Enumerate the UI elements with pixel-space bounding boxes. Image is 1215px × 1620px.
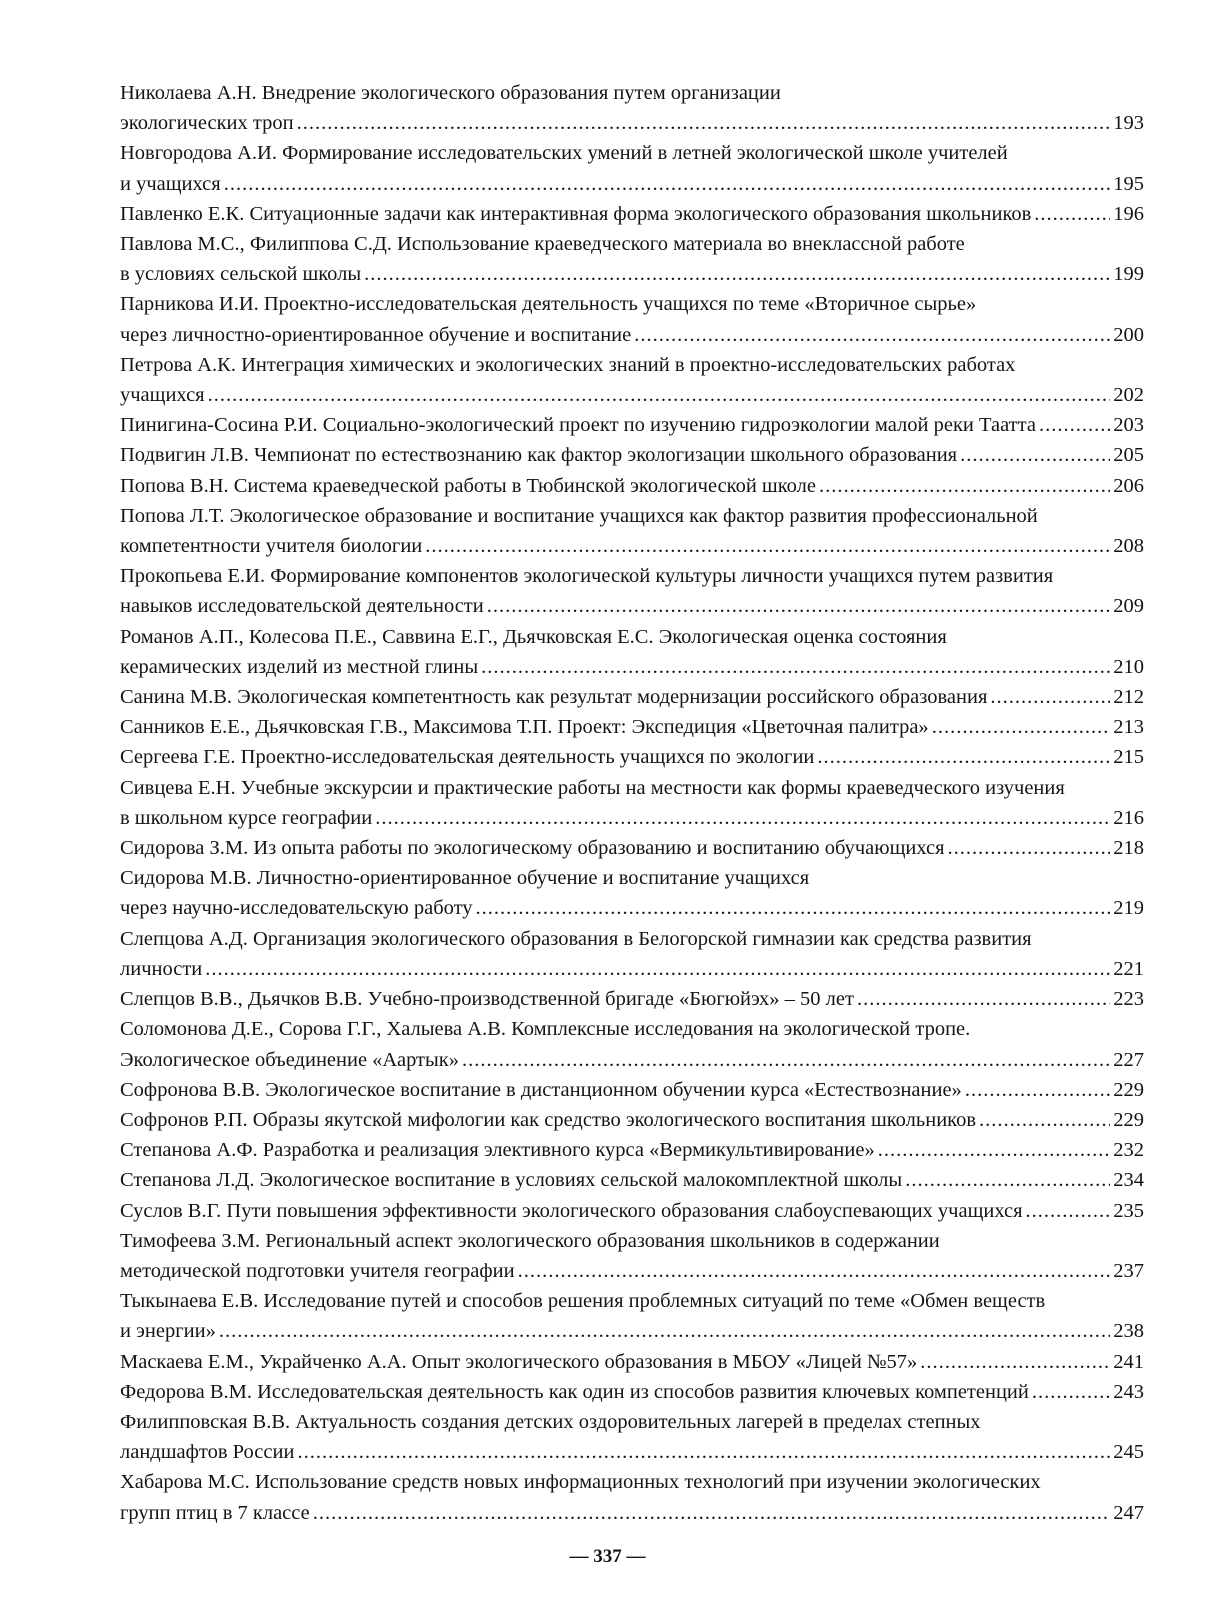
toc-entry-line [120,229,1144,259]
toc-entry-line [120,1165,1144,1195]
entry-text: Тыкынаева Е.В. Исследование путей и способов решения проблемных ситуаций по теме «Обмен веществ [120,1290,1046,1313]
toc-entry [120,1467,1144,1527]
entry-text: Попова Л.Т. Экологическое образование и воспитание учащихся как фактор развития профессиональной [120,504,1038,527]
dot-leader [960,440,1110,470]
entry-page-number: 206 [1113,474,1144,497]
entry-page-number: 223 [1113,988,1144,1011]
toc-entry-line [120,471,1144,501]
entry-text: личности [120,957,203,980]
dot-leader [634,320,1110,350]
entry-page-number: 212 [1113,686,1144,709]
entry-text: керамических изделий из местной глины [120,655,479,678]
toc-entry [120,229,1144,289]
dot-leader [518,1256,1111,1286]
toc-entry [120,1105,1144,1135]
entry-text: Филипповская В.В. Актуальность создания детских оздоровительных лагерей в пределах степных [120,1410,981,1433]
toc-entry [120,501,1144,561]
entry-text: Прокопьева Е.И. Формирование компонентов экологической культуры личности учащихся путем развития [120,565,1054,588]
toc-entry-line [120,1316,1144,1346]
toc-entry-line [120,773,1144,803]
entry-text: Маскаева Е.М., Украйченко А.А. Опыт экологического образования в МБОУ «Лицей №57» [120,1350,918,1373]
toc-entry-line [120,742,1144,772]
dot-leader [425,531,1110,561]
entry-text: учащихся [120,384,205,407]
toc-entry-line [120,199,1144,229]
entry-text: Сивцева Е.Н. Учебные экскурсии и практические работы на местности как формы краеведческого изучения [120,776,1065,799]
toc-entry [120,289,1144,349]
entry-page-number: 215 [1113,746,1144,769]
dot-leader [224,169,1111,199]
entry-text: Подвигин Л.В. Чемпионат по естествознанию как фактор экологизации школьного образования [120,444,958,467]
toc-entry-line [120,893,1144,923]
toc-entry-line [120,259,1144,289]
entry-text: Пинигина-Сосина Р.И. Социально-экологический проект по изучению гидроэкологии малой реки Таатта [120,414,1036,437]
entry-text: Суслов В.Г. Пути повышения эффективности экологического образования слабоуспевающих учащихся [120,1199,1023,1222]
entry-page-number: 209 [1113,595,1144,618]
dot-leader [878,1135,1111,1165]
entry-page-number: 243 [1113,1380,1144,1403]
toc-entry [120,1377,1144,1407]
entry-page-number: 232 [1113,1139,1144,1162]
toc-entry-line [120,803,1144,833]
toc-entry [120,1226,1144,1286]
entry-text: Санников Е.Е., Дьячковская Г.В., Максимова Т.П. Проект: Экспедиция «Цветочная палитра» [120,716,929,739]
toc-entry-line [120,1437,1144,1467]
entry-page-number: 213 [1113,716,1144,739]
entry-text: Сидорова М.В. Личностно-ориентированное обучение и воспитание учащихся [120,867,810,890]
dot-leader [932,712,1111,742]
entry-page-number: 245 [1113,1441,1144,1464]
toc-entry [120,1075,1144,1105]
entry-text: Степанова Л.Д. Экологическое воспитание в условиях сельской малокомплектной школы [120,1169,903,1192]
dot-leader [948,833,1111,863]
dot-leader [857,984,1110,1014]
entry-text: Парникова И.И. Проектно-исследовательская деятельность учащихся по теме «Вторичное сырье» [120,293,977,316]
toc-entry [120,1165,1144,1195]
toc-entry-line [120,1226,1144,1256]
toc-entry-line [120,1467,1144,1497]
entry-page-number: 229 [1113,1108,1144,1131]
dot-leader [297,1437,1110,1467]
toc-entry-line [120,833,1144,863]
dot-leader [1032,1377,1110,1407]
toc-entry-line [120,1498,1144,1528]
toc-entry-line [120,1347,1144,1377]
toc-entry-line [120,78,1144,108]
dot-leader [817,742,1110,772]
entry-page-number: 229 [1113,1078,1144,1101]
toc-entry-line [120,440,1144,470]
dot-leader [1034,199,1110,229]
entry-page-number: 196 [1113,202,1144,225]
toc-entry [120,410,1144,440]
entry-page-number: 235 [1113,1199,1144,1222]
toc-entry-line [120,591,1144,621]
toc-entry [120,833,1144,863]
toc-entry [120,622,1144,682]
toc-entry [120,199,1144,229]
entry-text: Софронова В.В. Экологическое воспитание в дистанционном обучении курса «Естествознание» [120,1078,962,1101]
toc-entry [120,561,1144,621]
entry-text: Новгородова А.И. Формирование исследовательских умений в летней экологической школе учителей [120,142,1008,165]
toc-entry-line [120,954,1144,984]
toc-entry [120,1135,1144,1165]
toc-entry [120,78,1144,138]
entry-page-number: 234 [1113,1169,1144,1192]
entry-text: Софронов Р.П. Образы якутской мифологии как средство экологического воспитания школьников [120,1108,977,1131]
entry-page-number: 218 [1113,837,1144,860]
dot-leader [905,1165,1110,1195]
toc-entry [120,682,1144,712]
entry-text: Федорова В.М. Исследовательская деятельность как один из способов развития ключевых компетенций [120,1380,1029,1403]
entry-page-number: 216 [1113,806,1144,829]
dot-leader [920,1347,1110,1377]
toc-entry [120,1407,1144,1467]
entry-page-number: 237 [1113,1259,1144,1282]
entry-text: в школьном курсе географии [120,806,373,829]
entry-text: Сергеева Г.Е. Проектно-исследовательская деятельность учащихся по экологии [120,746,815,769]
toc-entry-line [120,531,1144,561]
toc-entry-line [120,984,1144,1014]
dot-leader [219,1316,1110,1346]
dot-leader [208,380,1111,410]
entry-page-number: 208 [1113,535,1144,558]
toc-entry-line [120,1045,1144,1075]
toc-entry [120,742,1144,772]
toc-entry [120,440,1144,470]
dot-leader [819,471,1110,501]
entry-page-number: 241 [1113,1350,1144,1373]
entry-text: Павлова М.С., Филиппова С.Д. Использование краеведческого материала во внеклассной работе [120,233,965,256]
entry-page-number: 210 [1113,655,1144,678]
toc-entry-line [120,1075,1144,1105]
entry-text: экологических троп [120,112,294,135]
toc-entry [120,1014,1144,1074]
toc-entry [120,471,1144,501]
toc-entry-line [120,138,1144,168]
toc-entry-line [120,1256,1144,1286]
toc-entry-line [120,1377,1144,1407]
entry-page-number: 221 [1113,957,1144,980]
toc-entry-line [120,169,1144,199]
dot-leader [990,682,1110,712]
page-number: — 337 — [569,1546,646,1567]
dot-leader [965,1075,1110,1105]
toc-entry-line [120,1407,1144,1437]
entry-text: Экологическое объединение «Аартык» [120,1048,459,1071]
entry-text: Степанова А.Ф. Разработка и реализация элективного курса «Вермикультивирование» [120,1139,875,1162]
toc-entry [120,1286,1144,1346]
dot-leader [481,652,1110,682]
toc-entry [120,1347,1144,1377]
entry-text: Слепцова А.Д. Организация экологического образования в Белогорской гимназии как средства развития [120,927,1032,950]
entry-text: компетентности учителя биологии [120,535,423,558]
toc-entry-line [120,712,1144,742]
toc-entry-line [120,652,1144,682]
dot-leader [476,893,1111,923]
toc-entry-line [120,320,1144,350]
toc-entry [120,1196,1144,1226]
entry-page-number: 195 [1113,172,1144,195]
table-of-contents [120,78,1144,1528]
toc-entry-line [120,863,1144,893]
toc-entry-line [120,350,1144,380]
entry-page-number: 193 [1113,112,1144,135]
dot-leader [979,1105,1110,1135]
entry-text: Слепцов В.В., Дьячков В.В. Учебно-производственной бригаде «Бюгюйэх» – 50 лет [120,988,854,1011]
toc-entry [120,138,1144,198]
toc-entry-line [120,924,1144,954]
toc-entry [120,773,1144,833]
toc-entry-line [120,410,1144,440]
dot-leader [375,803,1110,833]
entry-text: методической подготовки учителя географии [120,1259,515,1282]
toc-entry-line [120,108,1144,138]
entry-text: ландшафтов России [120,1441,295,1464]
entry-text: Николаева А.Н. Внедрение экологического образования путем организации [120,82,781,104]
entry-text: Петрова А.К. Интеграция химических и экологических знаний в проектно-исследовательских работах [120,353,1016,376]
entry-page-number: 247 [1113,1501,1144,1524]
toc-entry-line [120,1286,1144,1316]
toc-entry-line [120,501,1144,531]
entry-text: Хабарова М.С. Использование средств новых информационных технологий при изучении экологических [120,1471,1041,1494]
entry-text: групп птиц в 7 классе [120,1501,310,1524]
entry-page-number: 199 [1113,263,1144,286]
toc-entry [120,924,1144,984]
toc-entry [120,350,1144,410]
entry-text: и энергии» [120,1320,216,1343]
entry-page-number: 202 [1113,384,1144,407]
toc-entry-line [120,682,1144,712]
toc-entry-line [120,561,1144,591]
entry-page-number: 205 [1113,444,1144,467]
entry-text: через личностно-ориентированное обучение и воспитание [120,323,632,346]
toc-entry-line [120,380,1144,410]
dot-leader [297,108,1111,138]
dot-leader [462,1045,1110,1075]
entry-page-number: 219 [1113,897,1144,920]
toc-entry-line [120,1105,1144,1135]
dot-leader [1039,410,1110,440]
entry-page-number: 203 [1113,414,1144,437]
entry-text: Попова В.Н. Система краеведческой работы в Тюбинской экологической школе [120,474,816,497]
dot-leader [487,591,1111,621]
toc-entry-line [120,1196,1144,1226]
toc-entry [120,984,1144,1014]
toc-entry [120,712,1144,742]
dot-leader [364,259,1110,289]
entry-text: в условиях сельской школы [120,263,362,286]
toc-entry-line [120,289,1144,319]
entry-text: Тимофеева З.М. Региональный аспект экологического образования школьников в содержании [120,1229,940,1252]
entry-text: Санина М.В. Экологическая компетентность как результат модернизации российского образования [120,686,988,709]
toc-entry [120,863,1144,923]
dot-leader [205,954,1110,984]
toc-entry-line [120,1014,1144,1044]
entry-text: Соломонова Д.Е., Сорова Г.Г., Халыева А.В. Комплексные исследования на экологической тропе. [120,1018,971,1041]
entry-page-number: 238 [1113,1320,1144,1343]
entry-text: Сидорова З.М. Из опыта работы по экологическому образованию и воспитанию обучающихся [120,837,945,860]
dot-leader [1026,1196,1111,1226]
entry-text: Романов А.П., Колесова П.Е., Саввина Е.Г., Дьячковская Е.С. Экологическая оценка состояния [120,625,947,648]
entry-text: через научно-исследовательскую работу [120,897,473,920]
entry-page-number: 200 [1113,323,1144,346]
entry-text: Павленко Е.К. Ситуационные задачи как интерактивная форма экологического образования школьников [120,202,1032,225]
dot-leader [313,1498,1111,1528]
entry-page-number: 227 [1113,1048,1144,1071]
entry-text: навыков исследовательской деятельности [120,595,484,618]
toc-entry-line [120,1135,1144,1165]
toc-entry-line [120,622,1144,652]
entry-text: и учащихся [120,172,221,195]
